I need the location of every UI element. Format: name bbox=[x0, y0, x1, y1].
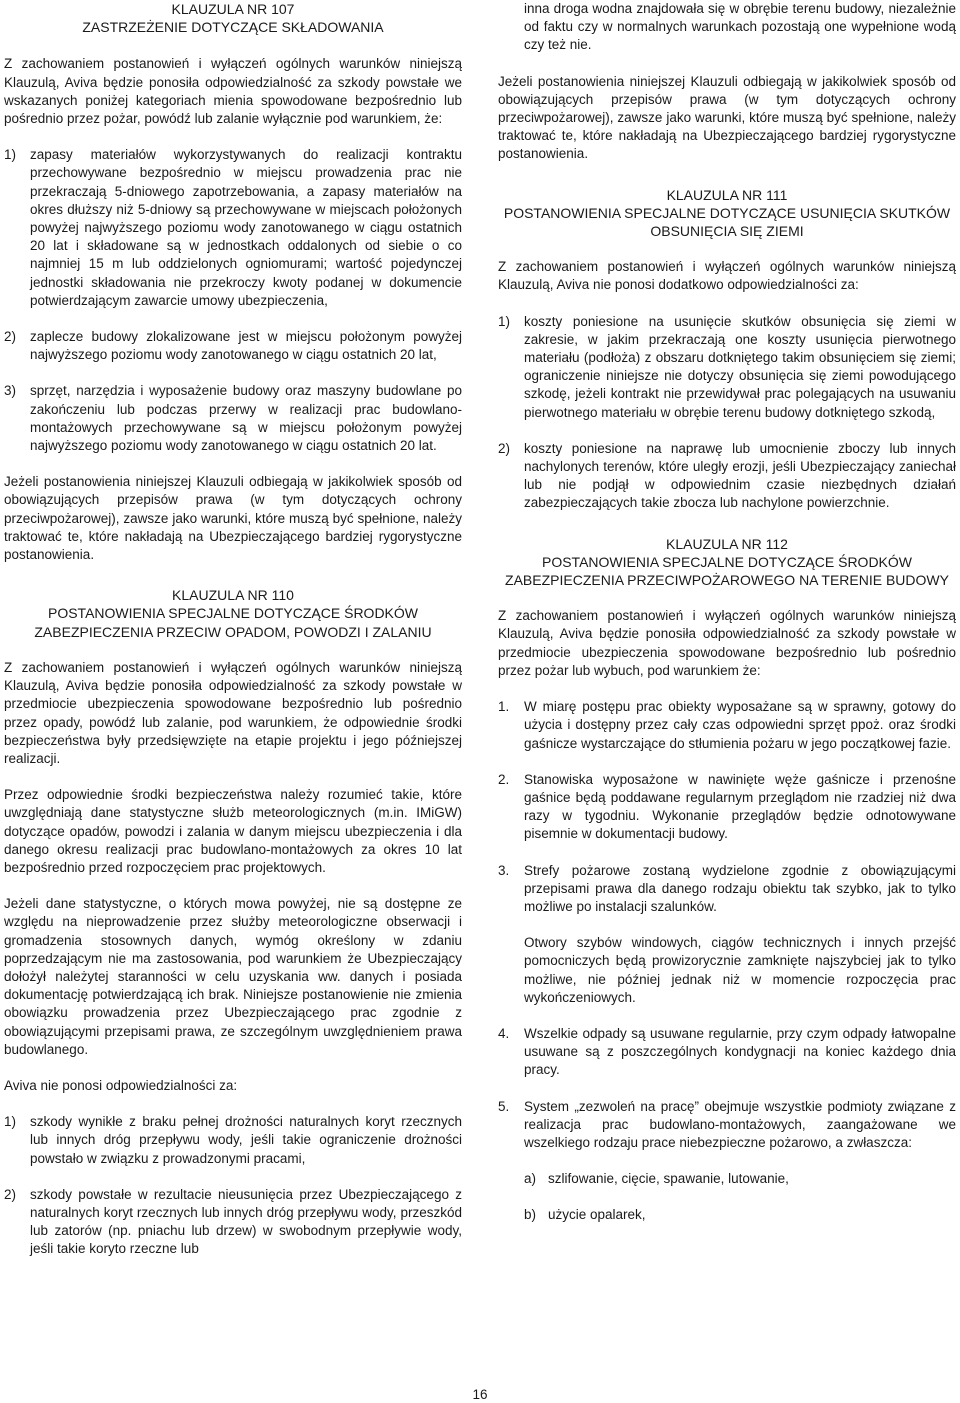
item-number: 3. bbox=[498, 862, 510, 878]
clause-112-item-4 bbox=[498, 1025, 956, 1080]
clause-112-item-3 bbox=[498, 862, 956, 917]
item-number: 1) bbox=[4, 1114, 17, 1130]
clause-111-subtitle: POSTANOWIENIA SPECJALNE DOTYCZĄCE USUNIĘCIA SKUTKÓW OBSUNIĘCIA SIĘ ZIEMI bbox=[503, 204, 951, 240]
clause-112-subitem-a bbox=[524, 1170, 956, 1188]
clause-107-item-2 bbox=[4, 328, 462, 364]
subitem-letter: a) bbox=[524, 1171, 537, 1187]
clause-112-subtitle: POSTANOWIENIA SPECJALNE DOTYCZĄCE ŚRODKÓW ZABEZPIECZENIA PRZECIWPOŻAROWEGO NA TERENIE BUDOWY bbox=[505, 553, 949, 589]
clause-110-intro: Z zachowaniem postanowień i wyłączeń ogólnych warunków niniejszą Klauzulą, Aviva będzie ponosiła odpowiedzialność za szkody powstałe w przedmiocie ubezpieczenia spowodowane bezpośrednio lub pośrednio przez opady, powódź lub zalanie, pod warunkiem, że odpowiednie środki bezpieczeństwa były przedsięwzięte na etapie projektu i jego późniejszej realizacji. bbox=[4, 659, 462, 766]
item-text: W miarę postępu prac obiekty wyposażane są w sprawny, gotowy do użycia i dostępny przez cały czas odpowiedni sprzęt ppoż. oraz środki gaśnicze wystarczające do stłumienia pożaru w jego początkowej fazie. bbox=[524, 699, 956, 751]
clause-111-title: KLAUZULA NR 111 bbox=[666, 186, 788, 203]
clause-107-outro: Jeżeli postanowienia niniejszej Klauzuli odbiegają w jakikolwiek sposób od obowiązujących przepisów prawa (w tym dotyczących ochrony przeciwpożarowej), zawsze jako warunki, które muszą być spełnione, należy traktować te, które nakładają na Ubezpieczającego bardziej rygorystyczne postanowienia. bbox=[4, 474, 462, 563]
clause-110-paragraph-2: Przez odpowiednie środki bezpieczeństwa należy rozumieć takie, które uwzględniają dane statystyczne służb meteorologicznych (m.in. IMiGW) dotyczące opadów, powodzi i zalania w danym miejscu ubezpieczenia i dla danego okresu realizacji prac budowlano-montażowych za okres 10 lat bezpośrednio przed rozpoczęciem prac projektowych. bbox=[4, 787, 462, 875]
clause-112-item-2 bbox=[498, 771, 956, 844]
clause-110-paragraph-4: Aviva nie ponosi odpowiedzialności za: bbox=[4, 1077, 238, 1093]
clause-107-subtitle: ZASTRZEŻENIE DOTYCZĄCE SKŁADOWANIA bbox=[82, 19, 384, 36]
item-text: Strefy pożarowe zostaną wydzielone zgodnie z obowiązującymi przepisami prawa dla danego rodzaju obiektu tak szybko, jak to tylko możliwe po instalacji szalunków. bbox=[524, 862, 956, 914]
item-text: sprzęt, narzędzia i wyposażenie budowy oraz maszyny budowlane po zakończeniu lub podczas przerwy w realizacji prac budowlano-montażowych przechowywane są w miejscu położonym powyżej najwyższego poziomu wody zanotowanego w ciągu ostatnich 20 lat. bbox=[30, 383, 462, 454]
item-text: System „zezwoleń na pracę” obejmuje wszystkie podmioty związane z realizacja prac budowlano-montażowych, zaangażowane we wszelkiego rodzaju prace niebezpieczne pożarowo, a zwłaszcza: bbox=[524, 1098, 956, 1150]
clause-110-item-2-continuation: inna droga wodna znajdowała się w obrębie terenu budowy, niezależnie od faktu czy w normalnych warunkach pozostają one wypełnione wodą czy też nie. bbox=[524, 1, 956, 53]
item-number: 5. bbox=[498, 1098, 510, 1114]
clause-110-subtitle: POSTANOWIENIA SPECJALNE DOTYCZĄCE ŚRODKÓW ZABEZPIECZENIA PRZECIW OPADOM, POWODZI I ZALANIU bbox=[34, 605, 432, 640]
item-text: Stanowiska wyposażone w nawinięte węże gaśnicze i przenośne gaśnice będą poddawane regularnym przeglądom nie rzadziej niż dwa razy w tygodniu. Wykonanie przeglądów będzie odnotowywane pisemnie w dokumentacji budowy. bbox=[524, 771, 956, 842]
item-text: zapasy materiałów wykorzystywanych do realizacji kontraktu przechowywane bezpośrednio w miejscu prowadzenia prac nie przekraczają 5-dniowego zapotrzebowania, a zapasy materiałów na okres dłuższy niż 5-dniowy są przechowywane w miejscach położonych powyżej najwyższego poziomu wody zanotowanego w ciągu ostatnich 20 lat i składowane są w jednostkach oddalonych od siebie o co najmniej 15 m lub oddzielonych ogniomurami; wartość pojedynczej jednostki składowania nie przekroczy kwoty podanej w dokumencie potwierdzającym zawarcie umowy ubezpieczenia, bbox=[30, 147, 462, 308]
item-number: 1. bbox=[498, 699, 510, 715]
clause-107-intro: Z zachowaniem postanowień i wyłączeń ogólnych warunków niniejszą Klauzulą, Aviva będzie ponosiła odpowiedzialność za szkody powstałe we wskazanych poniżej kategoriach mienia spowodowane bezpośrednio lub pośrednio przez pożar, powódź lub zalanie wyłącznie pod warunkiem, że: bbox=[4, 56, 462, 127]
item-text: szkody powstałe w rezultacie nieusunięcia przez Ubezpieczającego z naturalnych koryt rzecznych lub innych dróg przepływu wody, przeszkód lub zatorów (np. pniachu lub drzew) w swobodnym przepływie wody, jeśli takie koryto rzeczne lub bbox=[30, 1186, 462, 1257]
left-column bbox=[4, 0, 462, 1259]
page-number: 16 bbox=[472, 1387, 488, 1402]
clause-112-item-1 bbox=[498, 698, 956, 753]
item-text: koszty poniesione na usunięcie skutków obsunięcia się ziemi w zakresie, w jakim przekraczają one koszty usunięcia pierwotnego materiału (podłoża) z obszaru dotkniętego takim obsunięciem się ziemi; ograniczenie niniejsze nie dotyczy obsunięcia się ziemi powodującego szkodę, jeżeli kontrakt nie przewidywał prac polegających na usuwaniu pierwotnego materiału w obrębie terenu budowy dotkniętego szkodą, bbox=[524, 313, 956, 420]
clause-112-intro: Z zachowaniem postanowień i wyłączeń ogólnych warunków niniejszą Klauzulą, Aviva będzie ponosiła odpowiedzialność za szkody powstałe w przedmiocie ubezpieczenia spowodowane bezpośrednio lub pośrednio przez pożar lub wybuch, pod warunkiem że: bbox=[498, 608, 956, 678]
item-number: 4. bbox=[498, 1025, 510, 1041]
clause-107-item-1 bbox=[4, 146, 462, 310]
clause-112-item-5 bbox=[498, 1098, 956, 1153]
clause-112-item-3-extra: Otwory szybów windowych, ciągów technicznych i innych przejść pomocniczych będą prowizorycznie zamknięte najszybciej jak to tylko możliwe, nie później jednak niż w momencie rozpoczęcia prac wykończeniowych. bbox=[524, 935, 956, 1005]
item-number: 3) bbox=[4, 383, 17, 399]
clause-111-item-1 bbox=[498, 313, 956, 422]
clause-110-outro: Jeżeli postanowienia niniejszej Klauzuli odbiegają w jakikolwiek sposób od obowiązujących przepisów prawa (w tym dotyczących ochrony przeciwpożarowej), zawsze jako warunki, które muszą być spełnione, należy traktować te, które nakładają na Ubezpieczającego bardziej rygorystyczne postanowienia. bbox=[498, 73, 956, 162]
item-number: 2. bbox=[498, 771, 510, 787]
item-number: 2) bbox=[498, 440, 511, 456]
subitem-letter: b) bbox=[524, 1207, 537, 1223]
item-text: koszty poniesione na naprawę lub umocnienie zboczy lub innych nachylonych terenów, które uległy erozji, jeśli Ubezpieczający zaniechał lub nie podjął w odpowiednim czasie niezbędnych działań zabezpieczających takie zbocza lub nachylone powierzchnie. bbox=[524, 440, 956, 511]
clause-111-intro: Z zachowaniem postanowień i wyłączeń ogólnych warunków niniejszą Klauzulą, Aviva nie ponosi dodatkowo odpowiedzialności za: bbox=[498, 259, 956, 293]
item-number: 1) bbox=[498, 313, 511, 329]
subitem-text: użycie opalarek, bbox=[548, 1207, 646, 1223]
item-text: Wszelkie odpady są usuwane regularnie, przy czym odpady łatwopalne usuwane są z poszczególnych kondygnacji na koniec każdego dnia pracy. bbox=[524, 1025, 956, 1078]
clause-107-title: KLAUZULA NR 107 bbox=[171, 1, 295, 17]
clause-107-item-3 bbox=[4, 382, 462, 455]
item-text: zaplecze budowy zlokalizowane jest w miejscu położonym powyżej najwyższego poziomu wody zanotowanego w ciągu ostatnich 20 lat, bbox=[30, 329, 462, 363]
clause-110-item-2 bbox=[4, 1186, 462, 1259]
clause-112-title: KLAUZULA NR 112 bbox=[666, 535, 788, 552]
clause-110-item-1 bbox=[4, 1113, 462, 1168]
right-column bbox=[498, 0, 956, 1225]
clause-110-title: KLAUZULA NR 110 bbox=[172, 587, 294, 604]
item-number: 2) bbox=[4, 1186, 17, 1202]
clause-112-subitem-b bbox=[524, 1206, 956, 1224]
clause-110-paragraph-3: Jeżeli dane statystyczne, o których mowa powyżej, nie są dostępne ze względu na nieprowadzenie przez służby meteorologiczne obserwacji i gromadzenia stosownych danych, wymóg określony w zdaniu poprzedzającym nie ma zastosowania, pod warunkiem że Ubezpieczający dołożył należytej staranności w celu uzyskania ww. danych i posiada dokumentację potwierdzającą ich brak. Niniejsze postanowienie nie zmienia obowiązku prowadzenia przez Ubezpieczającego prac zgodnie z obowiązującymi przepisami prawa, ze szczególnym uwzględnieniem prawa budowlanego. bbox=[4, 896, 462, 1057]
item-number: 2) bbox=[4, 329, 17, 345]
item-text: szkody wynikłe z braku pełnej drożności naturalnych koryt rzecznych lub innych dróg przepływu wody, jeśli takie ograniczenie drożności powstało w związku z prowadzonymi pracami, bbox=[30, 1114, 462, 1166]
subitem-text: szlifowanie, cięcie, spawanie, lutowanie, bbox=[548, 1171, 789, 1187]
item-number: 1) bbox=[4, 147, 17, 163]
clause-111-item-2 bbox=[498, 440, 956, 513]
